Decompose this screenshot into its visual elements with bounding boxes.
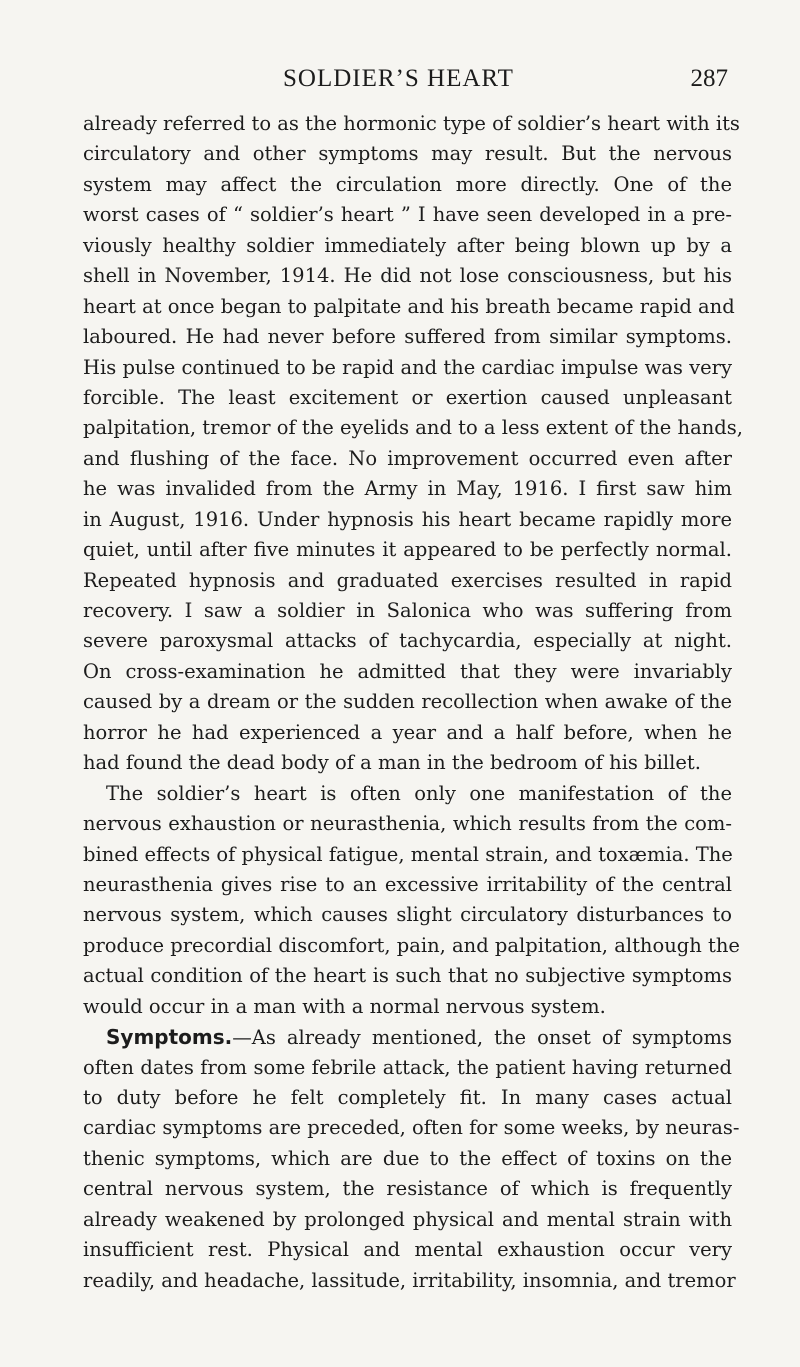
text-line: already weakened by prolonged physical and mental strain with (83, 1207, 732, 1231)
text-line: viously healthy soldier immediately after being blown up by a (83, 233, 732, 257)
text-line: had found the dead body of a man in the bedroom of his billet. (83, 751, 701, 775)
text-line: quiet, until after five minutes it appeared to be perfectly normal. (83, 538, 732, 562)
text-line: shell in November, 1914. He did not lose consciousness, but his (83, 264, 732, 288)
text-line: heart at once began to palpitate and his breath became rapid and (83, 294, 735, 318)
text-line: central nervous system, the resistance of which is frequently (83, 1177, 732, 1201)
text-line: thenic symptoms, which are due to the effect of toxins on the (83, 1146, 732, 1170)
text-line: produce precordial discomfort, pain, and palpitation, although the (83, 933, 740, 957)
text-line: Repeated hypnosis and graduated exercises resulted in rapid (83, 568, 732, 592)
running-title: SOLDIER’S HEART (283, 65, 514, 92)
heading-continuation: —As already mentioned, the onset of symptoms (232, 1026, 732, 1050)
text-line: horror he had experienced a year and a half before, when he (83, 720, 732, 744)
text-line: nervous exhaustion or neurasthenia, which results from the com- (83, 812, 732, 836)
text-line: readily, and headache, lassitude, irritability, insomnia, and tremor (83, 1268, 736, 1292)
text-line: bined effects of physical fatigue, mental strain, and toxæmia. The (83, 842, 733, 866)
text-line: caused by a dream or the sudden recollection when awake of the (83, 690, 732, 714)
text-line: to duty before he felt completely fit. In many cases actual (83, 1086, 732, 1109)
text-line: and flushing of the face. No improvement occurred even after (83, 446, 732, 470)
text-line: On cross-examination he admitted that they were invariably (83, 659, 732, 683)
text-line: already referred to as the hormonic type of soldier’s heart with its (83, 112, 740, 135)
page-number: 287 (690, 65, 728, 92)
text-line: insufficient rest. Physical and mental exhaustion occur very (83, 1238, 732, 1262)
text-line: circulatory and other symptoms may result. But the nervous (83, 142, 732, 166)
text-line: often dates from some febrile attack, the patient having returned (83, 1055, 732, 1079)
text-line: severe paroxysmal attacks of tachycardia, especially at night. (83, 629, 732, 653)
text-line (83, 1022, 732, 1052)
section-heading-symptoms: Symptoms. (106, 1025, 233, 1050)
text-line: in August, 1916. Under hypnosis his heart became rapidly more (83, 507, 732, 531)
text-line: His pulse continued to be rapid and the cardiac impulse was very (83, 355, 732, 379)
text-line: recovery. I saw a soldier in Salonica who was suffering from (83, 599, 732, 622)
text-line: actual condition of the heart is such that no subjective symptoms (83, 964, 732, 988)
paragraph-2 (83, 779, 740, 1023)
text-line: laboured. He had never before suffered from similar symptoms. (83, 325, 732, 349)
paragraph-3 (83, 1022, 740, 1296)
text-line: nervous system, which causes slight circulatory disturbances to (83, 903, 732, 927)
text-line: worst cases of “ soldier’s heart ” I have seen developed in a pre- (83, 203, 732, 227)
text-line: neurasthenia gives rise to an excessive irritability of the central (83, 872, 732, 896)
text-line: system may affect the circulation more directly. One of the (83, 172, 732, 196)
text-line: he was invalided from the Army in May, 1916. I first saw him (83, 477, 732, 501)
running-head (0, 62, 800, 96)
text-line: The soldier’s heart is often only one manifestation of the (106, 781, 732, 805)
text-line: would occur in a man with a normal nervous system. (83, 994, 606, 1018)
text-line: forcible. The least excitement or exertion caused unpleasant (83, 385, 732, 409)
text-line: cardiac symptoms are preceded, often for some weeks, by neuras- (83, 1116, 740, 1140)
body-text (83, 109, 743, 1296)
text-line: palpitation, tremor of the eyelids and to a less extent of the hands, (83, 416, 743, 440)
paragraph-1 (83, 109, 743, 779)
